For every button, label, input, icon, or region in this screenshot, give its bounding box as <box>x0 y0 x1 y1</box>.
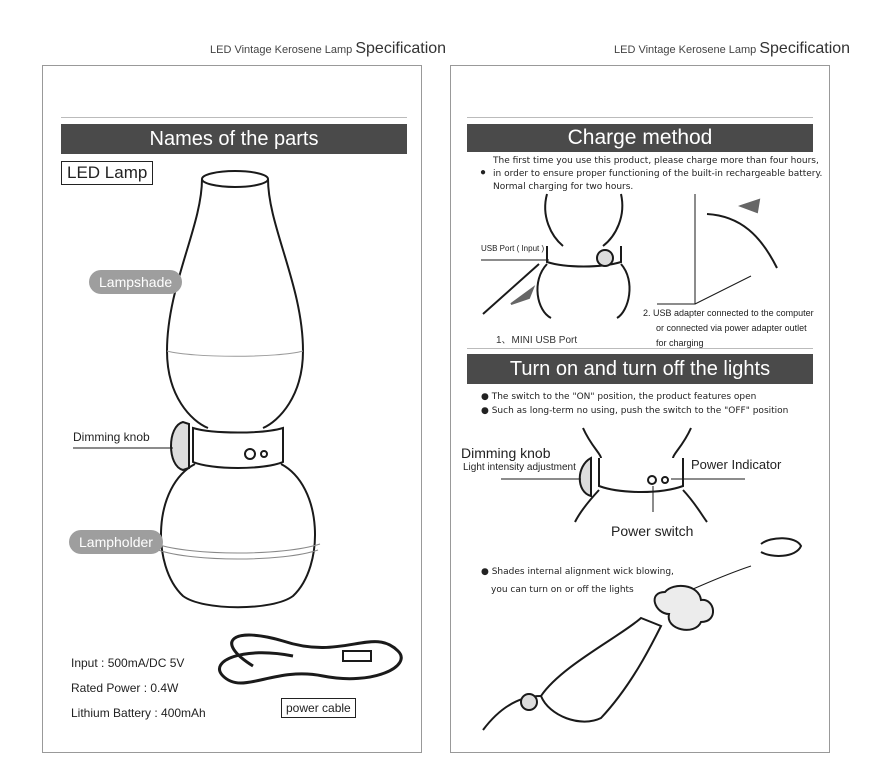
mini-usb-arrow <box>511 288 533 304</box>
lights-lamp-base <box>575 490 707 522</box>
right-page-panel <box>450 65 830 753</box>
right-page-header <box>614 40 850 58</box>
dimming-knob-shape <box>171 422 189 470</box>
lampshade-band <box>167 351 303 356</box>
step2-line-1: 2. USB adapter connected to the computer <box>643 308 814 318</box>
blow-cloud <box>655 586 713 630</box>
charge-note-line-3: Normal charging for two hours. <box>493 182 634 192</box>
divider-line <box>467 348 813 349</box>
led-lamp-label: LED Lamp <box>61 161 153 185</box>
tilted-lamp-knob <box>521 694 537 710</box>
spec-input: Input : 500mA/DC 5V <box>71 656 185 670</box>
charge-lamp-base <box>537 264 629 318</box>
left-header-product: LED Vintage Kerosene Lamp <box>210 44 353 56</box>
charge-note-line-2: in order to ensure proper functioning of the built-in rechargeable battery. <box>493 169 823 179</box>
power-cable-plug <box>343 651 371 661</box>
lights-power-switch <box>648 476 656 484</box>
lampholder-band-2 <box>158 550 318 559</box>
mini-usb-label: 1、MINI USB Port <box>496 335 578 346</box>
usb-adapter-cable <box>707 214 777 268</box>
lights-bullet-2-text: Such as long-term no using, push the switch to the "OFF" position <box>491 406 789 416</box>
lamp-collar <box>193 428 283 468</box>
lampshade-left-edge <box>167 179 208 428</box>
lights-lamp-collar <box>599 458 683 492</box>
blow-line-1-text: Shades internal alignment wick blowing, <box>491 567 674 577</box>
lights-dimming-knob <box>580 458 591 496</box>
lips <box>761 538 801 556</box>
light-intensity-label: Light intensity adjustment <box>463 462 576 473</box>
left-page-panel <box>42 65 422 753</box>
lampshade-callout: Lampshade <box>89 270 182 294</box>
indicator-dot <box>261 451 267 457</box>
power-switch-label: Power switch <box>611 523 694 539</box>
left-header-spec: Specification <box>355 40 447 57</box>
charge-bullet: ● <box>480 167 487 178</box>
lights-title: Turn on and turn off the lights <box>467 354 813 384</box>
lights-lamp-shade <box>583 428 691 458</box>
spec-rated-power: Rated Power : 0.4W <box>71 681 179 695</box>
lights-bullet-2: ● Such as long-term no using, push the switch to the "OFF" position <box>481 406 789 416</box>
left-page-header <box>210 40 446 58</box>
lights-power-indicator <box>662 477 668 483</box>
parts-title: Names of the parts <box>61 124 407 154</box>
lamp-illustration <box>43 66 421 752</box>
power-indicator-label: Power Indicator <box>691 457 782 472</box>
power-cable-coil <box>219 635 401 683</box>
blow-line-2: you can turn on or off the lights <box>491 585 634 595</box>
lampholder-body <box>161 464 315 607</box>
charge-lamp-shade <box>545 194 622 246</box>
usb-port-label: USB Port ( Input ) <box>481 244 545 253</box>
lights-bullet-1-text: The switch to the "ON" position, the product features open <box>491 392 757 402</box>
tilted-lamp <box>541 618 661 722</box>
step2-line-3: for charging <box>656 338 704 348</box>
charge-method-title: Charge method <box>467 124 813 152</box>
lights-bullet-1: ● The switch to the "ON" position, the product features open <box>481 392 757 402</box>
spec-battery: Lithium Battery : 400mAh <box>71 706 206 720</box>
computer-corner <box>657 194 751 304</box>
lampshade-top-opening <box>202 171 268 187</box>
charge-lamp-knob <box>597 250 613 266</box>
blow-line-1: ● Shades internal alignment wick blowing, <box>481 567 674 577</box>
step2-line-2: or connected via power adapter outlet <box>656 323 807 333</box>
power-switch-dot <box>245 449 255 459</box>
right-header-spec: Specification <box>759 40 851 57</box>
lights-dimming-knob-label: Dimming knob <box>461 445 551 461</box>
right-header-product: LED Vintage Kerosene Lamp <box>614 44 757 56</box>
lampholder-callout: Lampholder <box>69 530 163 554</box>
dimming-knob-label: Dimming knob <box>73 430 150 444</box>
lampshade-right-edge <box>263 179 303 428</box>
charge-note-line-1: The first time you use this product, please charge more than four hours, <box>493 156 819 166</box>
usb-adapter-arrow <box>741 200 759 212</box>
power-cable-label: power cable <box>281 698 356 718</box>
lampholder-band-1 <box>156 544 320 553</box>
